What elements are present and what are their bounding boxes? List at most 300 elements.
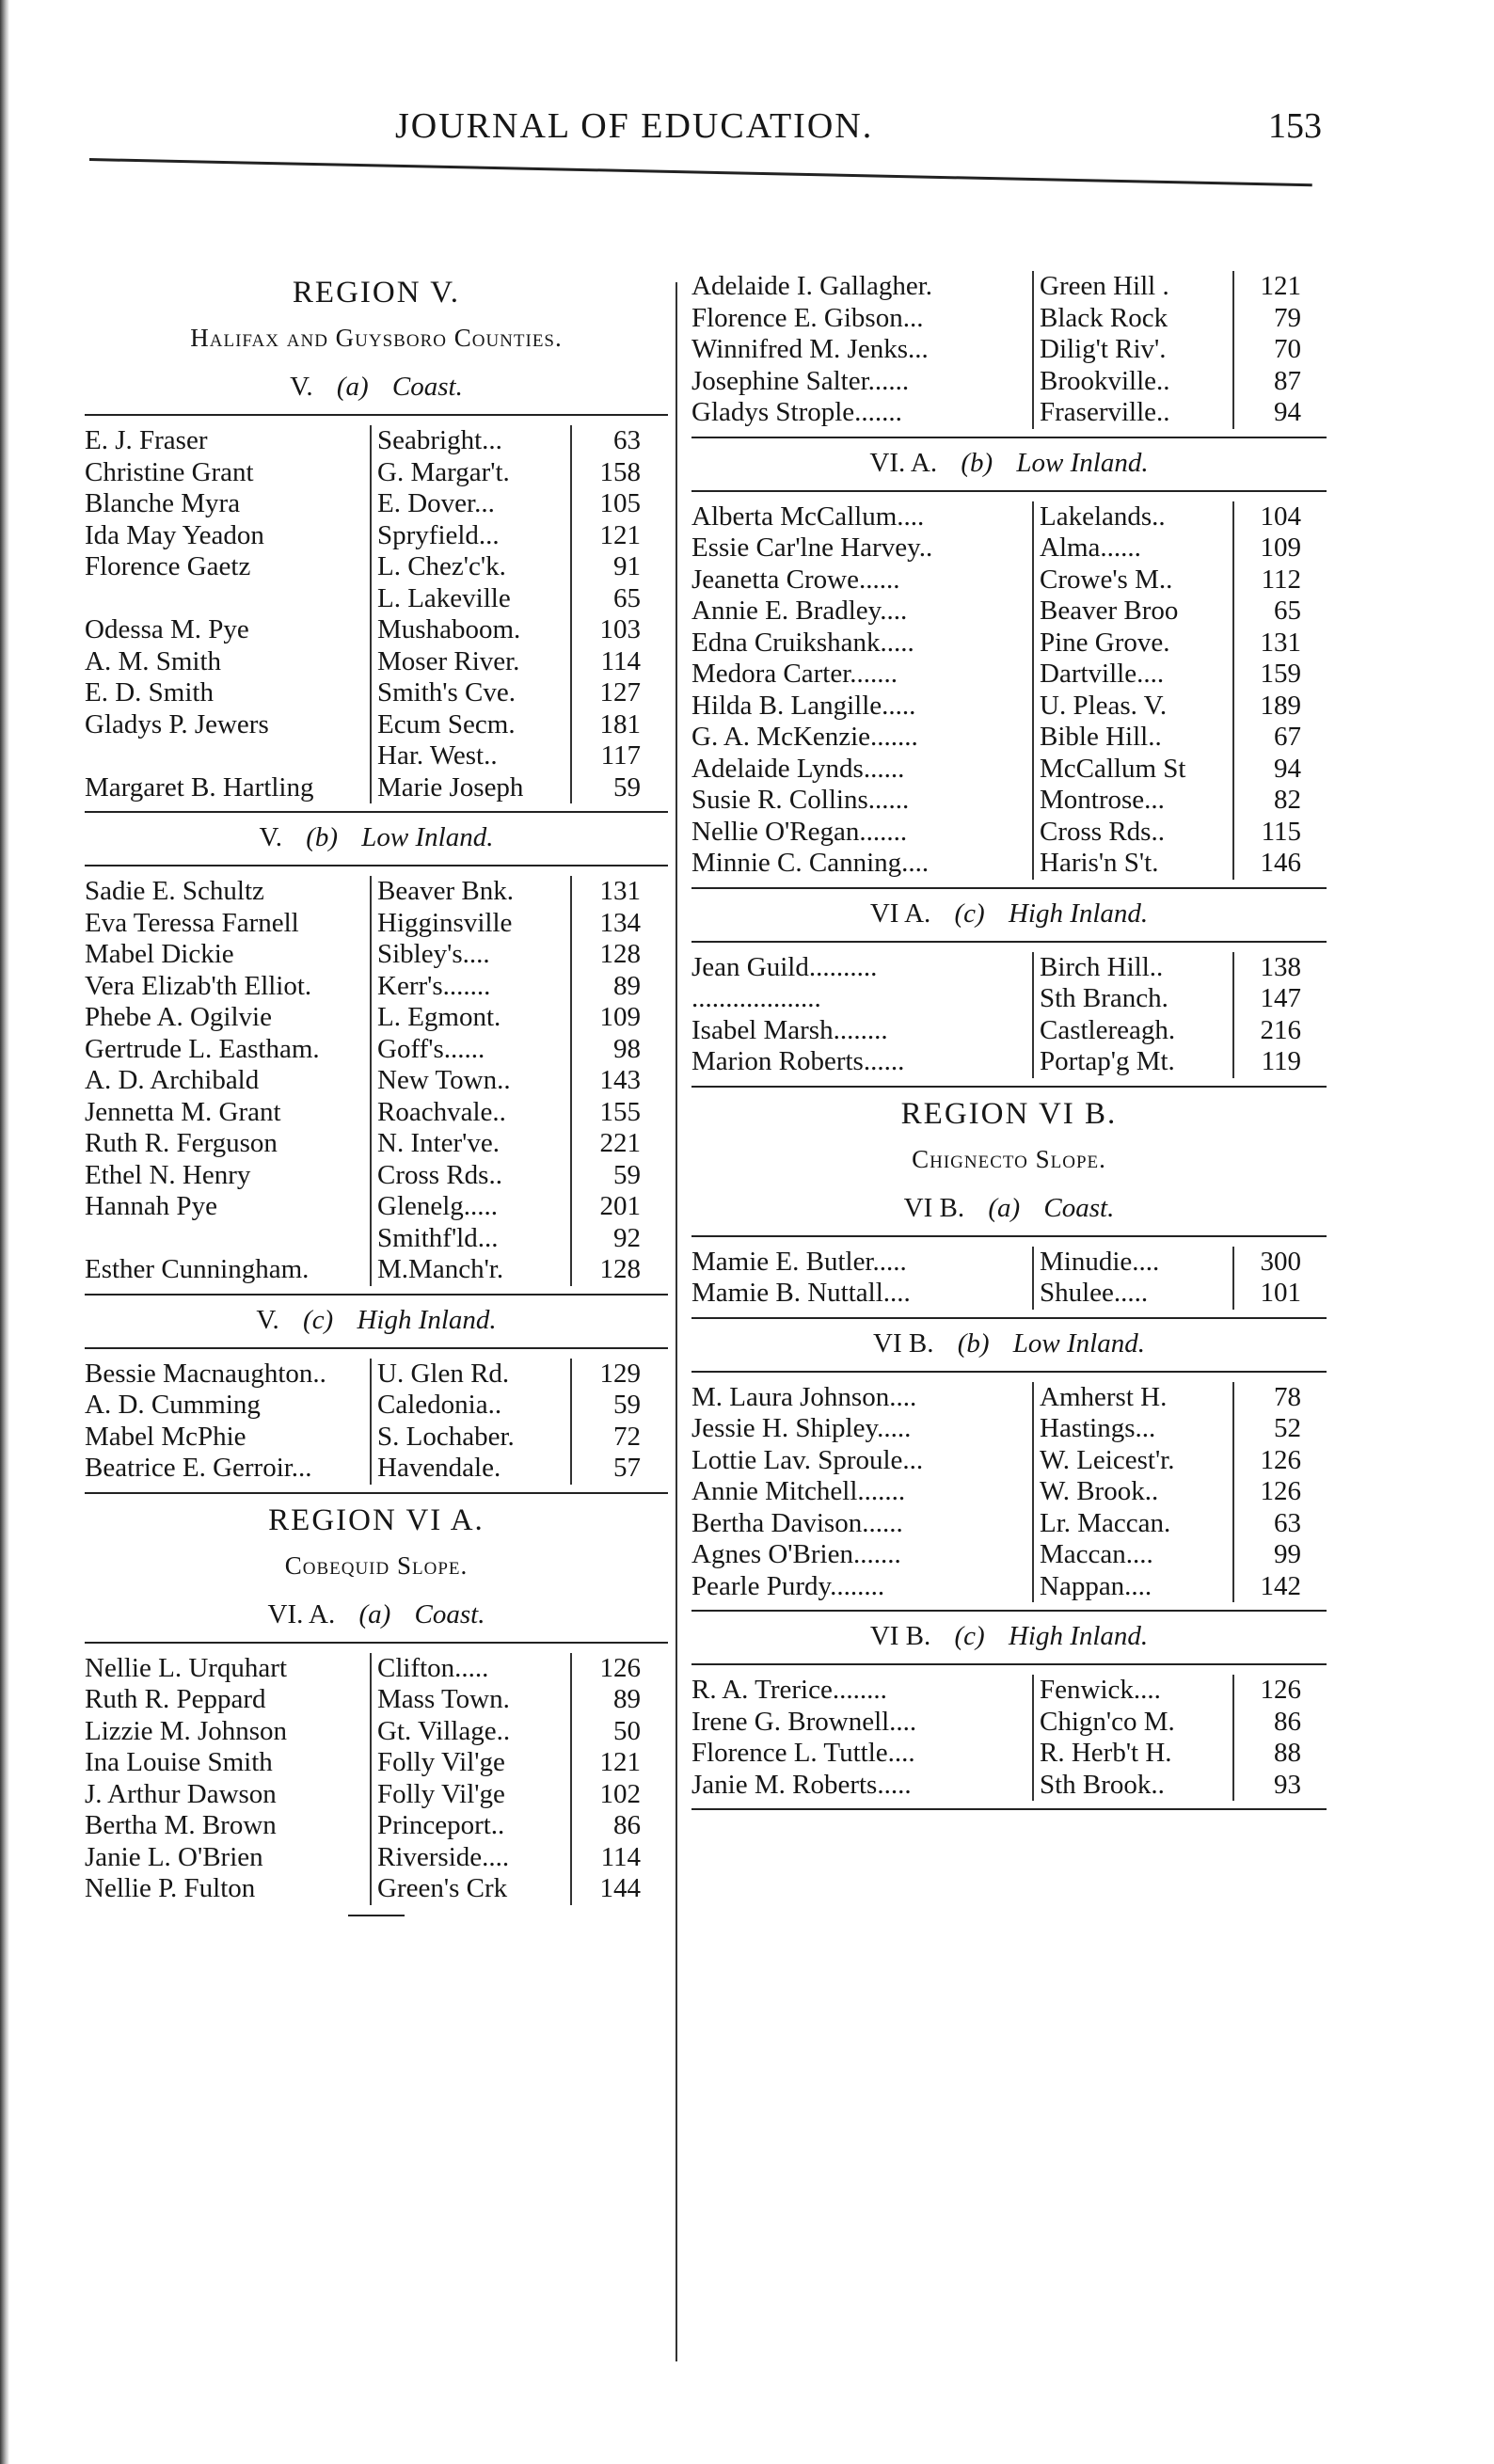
- entry-name: Florence Gaetz: [85, 551, 251, 581]
- list-item: [691, 952, 1327, 984]
- list-item: [691, 1015, 1327, 1047]
- entry-score: 87: [1274, 365, 1301, 396]
- entry-score: 50: [613, 1715, 641, 1746]
- entry-name: Minnie C. Canning....: [691, 848, 930, 878]
- list-item: [691, 1278, 1327, 1310]
- entry-place: Kerr's.......: [370, 971, 572, 1003]
- entry-place: Brookville..: [1032, 366, 1234, 398]
- list-item: [85, 583, 668, 615]
- list-item: [691, 983, 1327, 1015]
- entry-name: Adelaide I. Gallagher.: [691, 271, 933, 301]
- entry-place: Sth Brook..: [1032, 1770, 1234, 1802]
- section-letter: (b): [957, 1327, 990, 1359]
- list-item: [85, 1390, 668, 1422]
- list-item: [85, 1747, 668, 1779]
- entry-name: Ida May Yeadon: [85, 519, 264, 550]
- entry-score: 57: [613, 1453, 641, 1483]
- list-item: [85, 1254, 668, 1286]
- entry-name: G. A. McKenzie.......: [691, 722, 918, 752]
- entry-score: 89: [613, 970, 641, 1001]
- entry-score: 105: [599, 488, 641, 518]
- list-item: [85, 1160, 668, 1192]
- section-heading: [85, 372, 668, 403]
- section-letter: (b): [306, 822, 339, 852]
- section-label: V.: [290, 372, 313, 402]
- entry-place: Marie Joseph: [370, 772, 572, 804]
- entry-place: L. Chez'c'k.: [370, 551, 572, 583]
- entry-place: McCallum St: [1032, 754, 1234, 786]
- entry-name: ...................: [691, 983, 821, 1013]
- entry-place: Gt. Village..: [370, 1716, 572, 1748]
- entry-score: 128: [599, 939, 641, 969]
- entry-place: Haris'n S't.: [1032, 848, 1234, 880]
- section-heading: [85, 822, 668, 853]
- entry-place: Fenwick....: [1032, 1675, 1234, 1707]
- section-label: VI B.: [869, 1621, 931, 1651]
- right-column: [691, 271, 1327, 1820]
- entry-place: Bible Hill..: [1032, 722, 1234, 754]
- list-item: [85, 425, 668, 457]
- entry-score: 121: [599, 519, 641, 550]
- list-item: [691, 1707, 1327, 1739]
- entry-score: 143: [599, 1065, 641, 1095]
- entry-score: 127: [599, 677, 641, 707]
- section-label: VI B.: [903, 1192, 965, 1223]
- list-item: [691, 1508, 1327, 1540]
- list-item: [691, 722, 1327, 754]
- list-item: [85, 1842, 668, 1874]
- entry-score: 94: [1274, 397, 1301, 427]
- entry-place: Maccan....: [1032, 1539, 1234, 1571]
- entry-name: Lizzie M. Johnson: [85, 1715, 288, 1746]
- entry-score: 109: [599, 1002, 641, 1032]
- entry-name: Mamie E. Butler.....: [691, 1246, 907, 1277]
- entry-score: 86: [1274, 1706, 1301, 1737]
- entry-score: 129: [599, 1358, 641, 1389]
- entry-name: Mabel McPhie: [85, 1421, 246, 1452]
- entry-score: 65: [1274, 596, 1301, 626]
- entry-place: Mass Town.: [370, 1684, 572, 1716]
- entry-name: Sadie E. Schultz: [85, 876, 264, 906]
- section-rule: [691, 887, 1327, 889]
- section-letter: (c): [303, 1304, 334, 1335]
- entry-place: Castlereagh.: [1032, 1015, 1234, 1047]
- list-item: [691, 271, 1327, 303]
- entry-place: Dilig't Riv'.: [1032, 334, 1234, 366]
- entry-place: Mushaboom.: [370, 614, 572, 646]
- section-letter: (a): [988, 1192, 1021, 1223]
- entry-name: Phebe A. Ogilvie: [85, 1002, 272, 1032]
- list-item: [691, 596, 1327, 628]
- entry-place: Dartville....: [1032, 659, 1234, 691]
- list-item: [85, 1422, 668, 1454]
- entry-place: Smithf'ld...: [370, 1223, 572, 1255]
- entry-place: L. Lakeville: [370, 583, 572, 615]
- list-item: [691, 1539, 1327, 1571]
- entry-place: Cross Rds..: [1032, 817, 1234, 849]
- entry-name: Gertrude L. Eastham.: [85, 1033, 320, 1064]
- entry-name: M. Laura Johnson....: [691, 1381, 917, 1412]
- list-item: [691, 397, 1327, 429]
- scan-edge-shadow: [0, 0, 9, 2464]
- list-item: [691, 1445, 1327, 1477]
- region-heading: REGION VI A.: [268, 1502, 485, 1537]
- list-item: [691, 1675, 1327, 1707]
- entry-score: 126: [1260, 1675, 1301, 1705]
- entry-name: A. M. Smith: [85, 645, 222, 676]
- list-item: [85, 1653, 668, 1685]
- entry-place: U. Pleas. V.: [1032, 691, 1234, 723]
- entry-score: 52: [1274, 1413, 1301, 1443]
- list-item: [85, 939, 668, 971]
- entry-score: 92: [613, 1222, 641, 1253]
- entry-name: Florence L. Tuttle....: [691, 1738, 915, 1768]
- entry-name: A. D. Cumming: [85, 1390, 261, 1420]
- entry-score: 117: [600, 740, 641, 771]
- entry-name: Gladys P. Jewers: [85, 708, 269, 739]
- section-kind: High Inland.: [1008, 1621, 1149, 1651]
- entry-score: 159: [1260, 659, 1301, 689]
- entries-via-coast-continued: [691, 271, 1327, 429]
- entry-score: 82: [1274, 785, 1301, 815]
- entry-name: Janie M. Roberts.....: [691, 1769, 912, 1800]
- entry-score: 104: [1260, 501, 1301, 532]
- list-item: [691, 1476, 1327, 1508]
- entry-name: Lottie Lav. Sproule...: [691, 1444, 924, 1475]
- entry-name: Alberta McCallum....: [691, 501, 925, 532]
- entry-score: 115: [1261, 816, 1301, 847]
- entries-vib-high-inland: [691, 1675, 1327, 1801]
- section-heading: [691, 1193, 1327, 1224]
- list-item: [691, 1738, 1327, 1770]
- section-heading: [85, 1305, 668, 1336]
- entry-score: 59: [613, 1159, 641, 1190]
- list-item: [85, 1065, 668, 1097]
- entry-name: Mamie B. Nuttall....: [691, 1278, 911, 1308]
- entry-score: 300: [1260, 1246, 1301, 1277]
- list-item: [691, 659, 1327, 691]
- section-kind: Low Inland.: [361, 822, 494, 852]
- list-item: [85, 646, 668, 678]
- section-rule: [85, 1642, 668, 1644]
- entry-score: 91: [613, 551, 641, 581]
- entry-name: Irene G. Brownell....: [691, 1706, 917, 1737]
- entry-name: Marion Roberts......: [691, 1046, 905, 1076]
- region-heading: REGION VI B.: [900, 1096, 1118, 1131]
- entry-score: 126: [1260, 1476, 1301, 1506]
- entry-name: Nellie O'Regan.......: [691, 816, 908, 847]
- entry-place: Smith's Cve.: [370, 677, 572, 709]
- entry-name: Blanche Myra: [85, 488, 241, 518]
- entry-place: Black Rock: [1032, 303, 1234, 335]
- entry-name: Josephine Salter......: [691, 365, 910, 396]
- entry-name: Nellie L. Urquhart: [85, 1652, 288, 1683]
- entry-name: J. Arthur Dawson: [85, 1778, 277, 1809]
- entry-score: 216: [1260, 1014, 1301, 1045]
- entry-place: Minudie....: [1032, 1247, 1234, 1279]
- entry-score: 155: [599, 1096, 641, 1127]
- list-item: [691, 754, 1327, 786]
- entry-place: Shulee.....: [1032, 1278, 1234, 1310]
- entry-score: 99: [1274, 1539, 1301, 1569]
- section-heading: [85, 1599, 668, 1630]
- entry-name: Adelaide Lynds......: [691, 753, 905, 784]
- list-item: [85, 740, 668, 772]
- entry-name: Susie R. Collins......: [691, 785, 910, 815]
- entry-score: 221: [599, 1128, 641, 1158]
- entry-name: Bessie Macnaughton..: [85, 1358, 326, 1389]
- page-header: [89, 105, 1322, 162]
- section-label: VI. A.: [869, 447, 938, 478]
- entry-place: Montrose...: [1032, 785, 1234, 817]
- list-item: [85, 1453, 668, 1485]
- section-rule: [691, 1086, 1327, 1088]
- entries-vib-coast: [691, 1247, 1327, 1310]
- entry-name: Jessie H. Shipley.....: [691, 1413, 912, 1443]
- entry-place: Crowe's M..: [1032, 564, 1234, 596]
- entry-score: 144: [599, 1873, 641, 1903]
- entry-place: Riverside....: [370, 1842, 572, 1874]
- entry-score: 63: [613, 425, 641, 455]
- entry-place: U. Glen Rd.: [370, 1359, 572, 1391]
- entry-score: 102: [599, 1778, 641, 1809]
- entry-score: 146: [1260, 848, 1301, 878]
- list-item: [85, 908, 668, 940]
- entry-name: Ruth R. Ferguson: [85, 1128, 278, 1158]
- list-item: [85, 1684, 668, 1716]
- entry-place: Roachvale..: [370, 1097, 572, 1129]
- entry-score: 126: [599, 1652, 641, 1683]
- county-heading: Halifax and Guysboro Counties.: [190, 324, 563, 352]
- region-heading: REGION V.: [292, 276, 461, 310]
- list-item: [85, 709, 668, 741]
- entry-score: 89: [613, 1684, 641, 1714]
- entry-score: 98: [613, 1033, 641, 1064]
- entry-place: W. Brook..: [1032, 1476, 1234, 1508]
- list-item: [691, 1382, 1327, 1414]
- page-number: 153: [1268, 106, 1322, 146]
- entry-name: Annie Mitchell.......: [691, 1476, 906, 1506]
- list-item: [85, 1716, 668, 1748]
- list-item: [691, 1571, 1327, 1603]
- entry-name: Eva Teressa Farnell: [85, 907, 299, 938]
- left-column: [85, 268, 668, 1916]
- section-rule: [85, 865, 668, 866]
- list-item: [691, 303, 1327, 335]
- list-item: [691, 501, 1327, 533]
- section-kind: Coast.: [391, 372, 463, 402]
- list-item: [85, 488, 668, 520]
- list-item: [85, 1191, 668, 1223]
- list-item: [691, 691, 1327, 723]
- entry-place: Amherst H.: [1032, 1382, 1234, 1414]
- entry-score: 59: [613, 1390, 641, 1420]
- entry-place: Folly Vil'ge: [370, 1779, 572, 1811]
- section-rule: [691, 1663, 1327, 1665]
- list-item: [691, 533, 1327, 564]
- list-item: [85, 1810, 668, 1842]
- section-label: VI A.: [869, 898, 931, 929]
- list-item: [85, 1779, 668, 1811]
- column-divider: [675, 282, 677, 2361]
- section-letter: (a): [336, 372, 369, 402]
- section-label: V.: [256, 1304, 279, 1335]
- entry-place: Sibley's....: [370, 939, 572, 971]
- entry-name: Medora Carter.......: [691, 659, 898, 689]
- section-kind: Low Inland.: [1016, 447, 1149, 478]
- entry-place: Clifton.....: [370, 1653, 572, 1685]
- list-item: [691, 1413, 1327, 1445]
- entries-v-low-inland: [85, 876, 668, 1286]
- list-item: [691, 366, 1327, 398]
- section-kind: Coast.: [414, 1598, 485, 1629]
- section-kind: Low Inland.: [1012, 1327, 1145, 1359]
- entry-score: 131: [1260, 627, 1301, 658]
- section-kind: High Inland.: [357, 1304, 497, 1335]
- entry-place: R. Herb't H.: [1032, 1738, 1234, 1770]
- entry-name: Janie L. O'Brien: [85, 1841, 263, 1872]
- section-rule: [85, 1347, 668, 1349]
- section-rule: [691, 1808, 1327, 1810]
- entry-place: Moser River.: [370, 646, 572, 678]
- entry-score: 72: [613, 1421, 641, 1452]
- entry-score: 126: [1260, 1444, 1301, 1475]
- section-heading: [691, 1621, 1327, 1652]
- section-rule: [691, 1235, 1327, 1237]
- entry-name: Bertha M. Brown: [85, 1810, 277, 1840]
- section-heading: [691, 448, 1327, 479]
- county-heading: Chignecto Slope.: [912, 1144, 1106, 1173]
- entry-name: E. J. Fraser: [85, 425, 208, 455]
- list-item: [85, 520, 668, 552]
- entry-place: Chign'co M.: [1032, 1707, 1234, 1739]
- list-item: [691, 848, 1327, 880]
- section-label: VI B.: [873, 1327, 934, 1359]
- list-item: [691, 564, 1327, 596]
- list-item: [85, 1873, 668, 1905]
- entry-name: Essie Car'lne Harvey..: [691, 533, 933, 563]
- entry-score: 189: [1260, 690, 1301, 721]
- list-item: [691, 628, 1327, 660]
- list-item: [85, 1002, 668, 1034]
- entry-place: Beaver Broo: [1032, 596, 1234, 628]
- entry-place: Havendale.: [370, 1453, 572, 1485]
- entry-place: G. Margar't.: [370, 457, 572, 489]
- entry-place: Birch Hill..: [1032, 952, 1234, 984]
- entry-score: 138: [1260, 951, 1301, 982]
- list-item: [85, 772, 668, 804]
- list-item: [85, 1034, 668, 1066]
- entry-score: 88: [1274, 1738, 1301, 1768]
- entry-place: Lakelands..: [1032, 501, 1234, 533]
- entry-name: R. A. Trerice........: [691, 1675, 887, 1705]
- entries-vib-low-inland: [691, 1382, 1327, 1603]
- section-letter: (c): [954, 1621, 985, 1651]
- entry-score: 86: [613, 1810, 641, 1840]
- entry-name: Winnifred M. Jenks...: [691, 334, 929, 364]
- entry-place: Higginsville: [370, 908, 572, 940]
- entry-name: A. D. Archibald: [85, 1065, 260, 1095]
- entry-place: Cross Rds..: [370, 1160, 572, 1192]
- entry-name: Gladys Strople.......: [691, 397, 902, 427]
- entry-name: Bertha Davison......: [691, 1507, 903, 1538]
- section-letter: (b): [961, 447, 993, 478]
- header-rule: [89, 158, 1312, 186]
- entries-via-coast: [85, 1653, 668, 1905]
- entry-score: 70: [1274, 334, 1301, 364]
- entry-score: 114: [600, 645, 641, 676]
- entry-name: Hannah Pye: [85, 1191, 217, 1221]
- entry-place: Caledonia..: [370, 1390, 572, 1422]
- entry-name: Christine Grant: [85, 456, 254, 487]
- entry-score: 134: [599, 907, 641, 938]
- section-kind: Coast.: [1043, 1192, 1115, 1223]
- entry-score: 158: [599, 456, 641, 487]
- entry-place: Pine Grove.: [1032, 628, 1234, 660]
- entry-place: L. Egmont.: [370, 1002, 572, 1034]
- entry-score: 201: [599, 1191, 641, 1221]
- entry-score: 121: [1260, 271, 1301, 301]
- list-item: [691, 334, 1327, 366]
- entry-score: 128: [599, 1254, 641, 1284]
- entries-v-high-inland: [85, 1359, 668, 1485]
- entry-place: N. Inter've.: [370, 1128, 572, 1160]
- entry-place: Nappan....: [1032, 1571, 1234, 1603]
- entry-place: Alma......: [1032, 533, 1234, 564]
- list-item: [85, 1359, 668, 1391]
- section-rule: [691, 1371, 1327, 1373]
- entry-place: Beaver Bnk.: [370, 876, 572, 908]
- entry-name: Esther Cunningham.: [85, 1254, 310, 1284]
- entry-name: Hilda B. Langille.....: [691, 690, 916, 721]
- entry-place: Har. West..: [370, 740, 572, 772]
- section-rule: [691, 1317, 1327, 1319]
- entry-score: 65: [613, 582, 641, 613]
- entry-score: 103: [599, 614, 641, 644]
- entry-place: Portap'g Mt.: [1032, 1046, 1234, 1078]
- county-heading: Cobequid Slope.: [284, 1550, 469, 1580]
- entry-place: New Town..: [370, 1065, 572, 1097]
- entry-score: 119: [1261, 1046, 1301, 1076]
- section-rule: [691, 437, 1327, 438]
- section-heading: [691, 898, 1327, 930]
- list-item: [85, 677, 668, 709]
- entry-score: 101: [1260, 1278, 1301, 1308]
- entry-name: Annie E. Bradley....: [691, 596, 908, 626]
- entry-name: Ruth R. Peppard: [85, 1684, 266, 1714]
- entry-name: Ina Louise Smith: [85, 1747, 273, 1777]
- list-item: [85, 614, 668, 646]
- entry-place: Lr. Maccan.: [1032, 1508, 1234, 1540]
- list-item: [691, 785, 1327, 817]
- entry-name: Odessa M. Pye: [85, 614, 249, 644]
- section-kind: High Inland.: [1008, 898, 1149, 929]
- entry-place: Folly Vil'ge: [370, 1747, 572, 1779]
- entry-name: Jean Guild..........: [691, 951, 878, 982]
- list-item: [691, 1770, 1327, 1802]
- list-item: [85, 1128, 668, 1160]
- section-rule: [85, 414, 668, 416]
- entry-score: 93: [1274, 1769, 1301, 1800]
- entry-name: Vera Elizab'th Elliot.: [85, 970, 312, 1001]
- entry-score: 63: [1274, 1507, 1301, 1538]
- entry-name: Nellie P. Fulton: [85, 1873, 256, 1903]
- entry-score: 112: [1261, 564, 1301, 595]
- entry-score: 181: [599, 708, 641, 739]
- entry-place: Spryfield...: [370, 520, 572, 552]
- entry-name: Edna Cruikshank.....: [691, 627, 914, 658]
- list-item: [85, 971, 668, 1003]
